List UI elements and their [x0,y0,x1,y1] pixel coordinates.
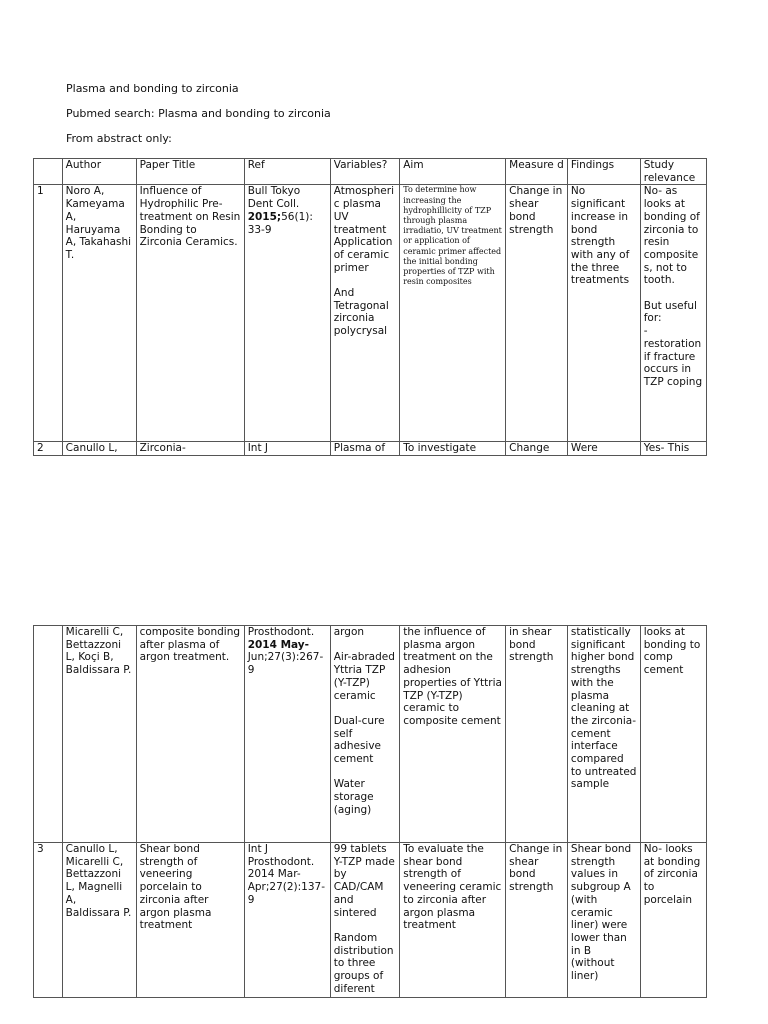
ref-journal: Bull Tokyo Dent Coll. [247,185,301,211]
header-cell: Measure d [506,159,568,185]
header-cell: Aim [400,159,506,185]
variables-text: Dual-cure self adhesive cement [333,714,385,765]
row-number: 1 [34,185,63,442]
table-row [34,626,707,843]
measured-cell: Change in shear bond strength [506,185,568,442]
findings-cell: statistically significant higher bond strengths with the plasma cleaning at the zirconia-cement interface compared to untreated sample [567,626,640,843]
aim-cell: To determine how increasing the hydrophillicity of TZP through plasma irradiatio, UV treatment or application of ceramic primer affected the initial bonding properties of TZP with resin composites [400,185,506,442]
table-row [34,185,707,442]
relevance-cell: Yes- This [640,442,706,456]
variables-cell [330,626,400,843]
title-cell: composite bonding after plasma of argon treatment. [136,626,244,843]
ref-year: 2014 May- [247,638,309,651]
findings-cell: Shear bond strength values in subgroup A (with ceramic liner) were lower than in B (without liner) [567,843,640,998]
variables-text: Random distribution to three groups of diferent [333,931,394,995]
aim-cell: To investigate [400,442,506,456]
doc-title: Plasma and bonding to zirconia [66,82,239,95]
relevance-text: - restoration if fracture occurs in TZP coping [643,325,703,388]
measured-cell: in shear bond strength [506,626,568,843]
variables-text: argon [333,626,365,638]
author-cell: Micarelli C, Bettazzoni L, Koçi B, Baldissara P. [62,626,136,843]
measured-cell: Change in shear bond strength [506,843,568,998]
measured-cell: Change [506,442,568,456]
header-cell: Ref [244,159,330,185]
title-cell: Influence of Hydrophilic Pre-treatment on Resin Bonding to Zirconia Ceramics. [136,185,244,442]
header-cell: Variables? [330,159,400,185]
author-cell: Noro A, Kameyama A, Haruyama A, Takahashi T. [62,185,136,442]
ref-pages: Jun;27(3):267-9 [247,651,324,677]
variables-text: Atmospheric plasma UV treatment Application of ceramic primer [333,185,394,274]
header-cell: Paper Title [136,159,244,185]
table-header-row [34,159,707,185]
relevance-text: But useful for: [643,299,697,325]
literature-table-part1 [33,158,707,456]
ref-cell [244,626,330,843]
row-number: 2 [34,442,63,456]
header-cell: Study relevance [640,159,706,185]
header-cell: Author [62,159,136,185]
variables-cell [330,843,400,998]
title-cell: Zirconia- [136,442,244,456]
header-cell: Findings [567,159,640,185]
title-cell: Shear bond strength of veneering porcelain to zirconia after argon plasma treatment [136,843,244,998]
header-cell [34,159,63,185]
aim-cell: To evaluate the shear bond strength of veneering ceramic to zirconia after argon plasma treatment [400,843,506,998]
ref-year: 2015; [247,210,282,223]
literature-table-part2 [33,625,707,998]
variables-text: And Tetragonal zirconia polycrysal [333,287,389,338]
row-number [34,626,63,843]
variables-cell [330,185,400,442]
variables-text: Water storage (aging) [333,778,374,816]
relevance-text: No- as looks at bonding of zirconia to resin composites, not to tooth. [643,185,700,287]
table-row [34,843,707,998]
ref-cell [244,185,330,442]
variables-text: Air-abraded Yttria TZP (Y-TZP) ceramic [333,651,395,702]
author-cell: Canullo L, [62,442,136,456]
findings-cell: Were [567,442,640,456]
variables-cell: Plasma of [330,442,400,456]
ref-pages: 56(1): 33-9 [247,210,313,236]
findings-cell: No significant increase in bond strength with any of the three treatments [567,185,640,442]
ref-journal: Prosthodont. [247,626,315,638]
relevance-cell: No- looks at bonding of zirconia to porcelain [640,843,706,998]
author-cell: Canullo L, Micarelli C, Bettazzoni L, Magnelli A, Baldissara P. [62,843,136,998]
source-line: From abstract only: [66,132,172,145]
search-line: Pubmed search: Plasma and bonding to zirconia [66,107,331,120]
variables-text: 99 tablets Y-TZP made by CAD/CAM and sintered [333,843,395,919]
table-row [34,442,707,456]
aim-cell: the influence of plasma argon treatment on the adhesion properties of Yttria TZP (Y-TZP) ceramic to composite cement [400,626,506,843]
row-number: 3 [34,843,63,998]
ref-cell: Int J Prosthodont. 2014 Mar-Apr;27(2):137-9 [244,843,330,998]
relevance-cell [640,185,706,442]
relevance-cell: looks at bonding to comp cement [640,626,706,843]
ref-cell: Int J [244,442,330,456]
